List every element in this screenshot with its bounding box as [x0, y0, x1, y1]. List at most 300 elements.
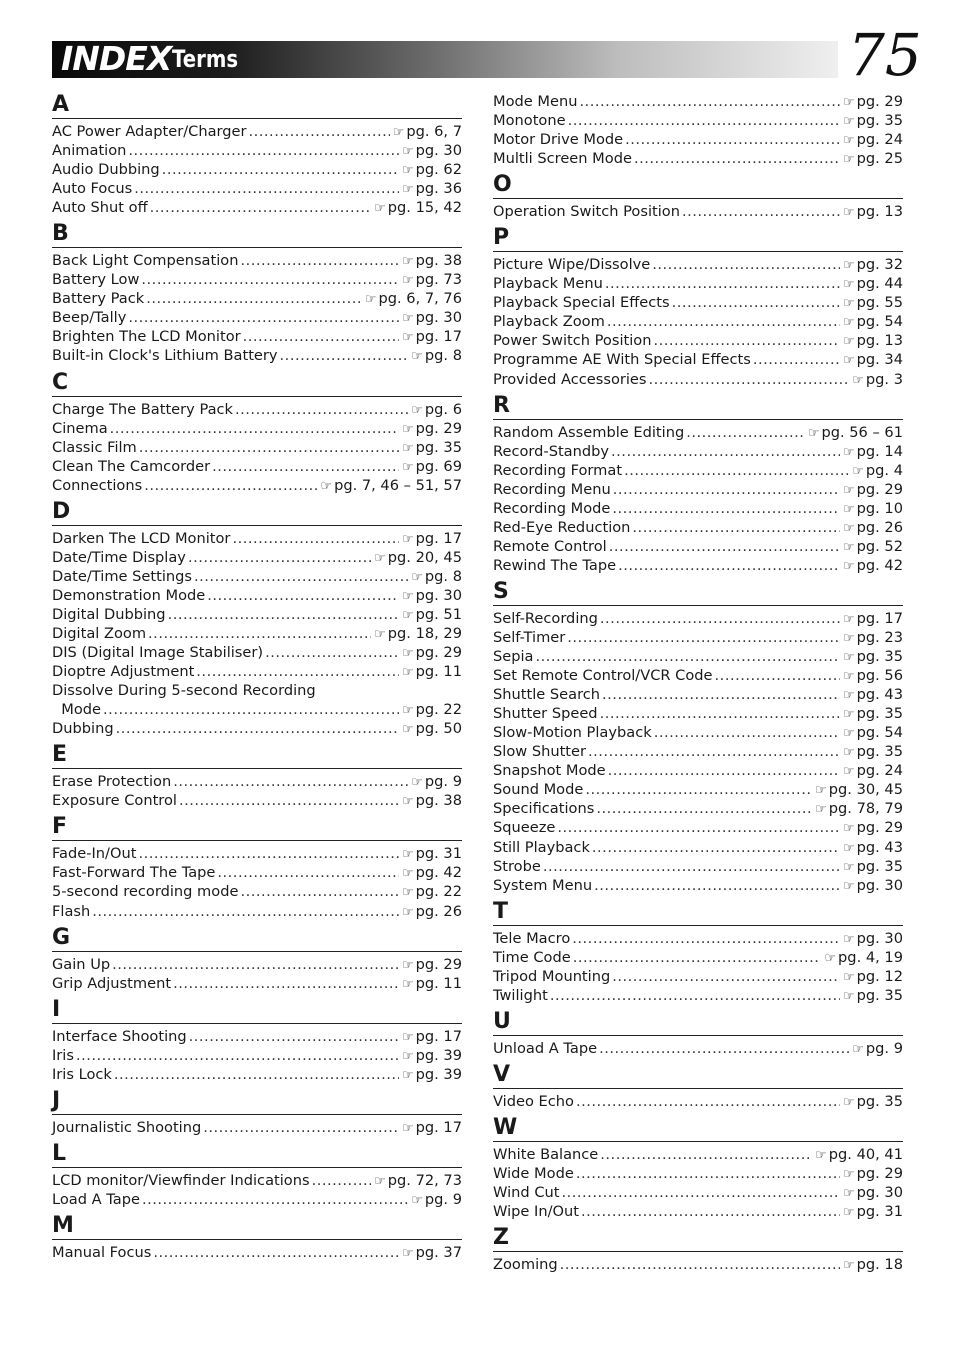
pointing-hand-icon: ☞ [842, 969, 855, 985]
pointing-hand-icon: ☞ [842, 315, 855, 331]
pointing-hand-icon: ☞ [401, 273, 414, 289]
index-entry-term: Strobe [493, 857, 541, 875]
index-entry-page: pg. 29 [415, 419, 462, 437]
dot-leader [128, 141, 399, 160]
index-entry [493, 838, 903, 857]
index-entry-term: Gain Up [52, 955, 111, 973]
section-letter-heading: L [52, 1141, 462, 1168]
index-entry [52, 419, 462, 438]
index-entry-page: pg. 37 [415, 1243, 462, 1261]
index-header-banner [52, 41, 838, 78]
pointing-hand-icon: ☞ [392, 125, 405, 140]
index-entry [52, 643, 462, 662]
index-entry-term: Iris Lock [52, 1065, 112, 1083]
dot-leader [116, 719, 399, 738]
index-entry-term: Animation [52, 142, 127, 160]
section-letter-heading: V [493, 1062, 903, 1089]
pointing-hand-icon: ☞ [401, 254, 414, 270]
index-entry-term: Monotone [493, 112, 566, 130]
index-entry-term: Snapshot Mode [493, 762, 606, 780]
index-entry-term: Squeeze [493, 819, 556, 837]
index-entry-page: pg. 8 [424, 567, 462, 585]
index-entry-term: Sepia [493, 648, 534, 666]
index-entry-page: pg. 69 [415, 457, 462, 475]
index-entry-term: Wipe In/Out [493, 1203, 579, 1221]
index-entry-page: pg. 4, 19 [838, 948, 903, 966]
dot-leader [536, 647, 840, 666]
pointing-hand-icon: ☞ [842, 821, 855, 837]
index-entry-page: pg. 6 [424, 400, 462, 418]
index-entry-page: pg. 30 [856, 1184, 903, 1202]
pointing-hand-icon: ☞ [842, 707, 855, 723]
index-entry-term: Darken The LCD Monitor [52, 529, 231, 547]
index-entry [52, 902, 462, 921]
dot-leader [611, 442, 840, 461]
index-entry-page: pg. 35 [415, 438, 462, 456]
index-entry-page: pg. 29 [415, 955, 462, 973]
index-entry-page: pg. 9 [424, 1190, 462, 1208]
index-entry-page: pg. 35 [856, 1092, 903, 1110]
dot-leader [203, 1118, 399, 1137]
pointing-hand-icon: ☞ [842, 988, 855, 1004]
index-entry-term: Programme AE With Special Effects [493, 351, 751, 369]
index-entry-page: pg. 35 [856, 857, 903, 875]
index-section [493, 92, 903, 172]
pointing-hand-icon: ☞ [842, 205, 855, 221]
dot-leader [753, 350, 840, 369]
dot-leader [715, 666, 840, 685]
pointing-hand-icon: ☞ [842, 1258, 855, 1274]
dot-leader [613, 480, 840, 499]
index-entry [493, 130, 903, 149]
index-entry-page: pg. 35 [856, 743, 903, 761]
dot-leader [148, 624, 371, 643]
dot-leader [240, 882, 399, 901]
index-entry-page: pg. 32 [856, 256, 903, 274]
index-entry-page: pg. 17 [415, 328, 462, 346]
dot-leader [579, 92, 839, 111]
index-entry [493, 1145, 903, 1164]
index-entry-page: pg. 24 [856, 131, 903, 149]
dot-leader [92, 902, 399, 921]
index-entry [493, 202, 903, 221]
pointing-hand-icon: ☞ [824, 950, 837, 966]
index-entry [52, 438, 462, 457]
index-entry [52, 1065, 462, 1084]
pointing-hand-icon: ☞ [842, 558, 855, 574]
index-entry-page: pg. 30 [415, 586, 462, 604]
index-entry [493, 537, 903, 556]
dot-leader [173, 974, 399, 993]
section-letter-heading: J [52, 1088, 462, 1115]
dot-leader [581, 1202, 840, 1221]
index-entry-page: pg. 13 [856, 332, 903, 350]
pointing-hand-icon: ☞ [842, 688, 855, 704]
index-entry-page: pg. 55 [856, 294, 903, 312]
dot-leader [142, 1190, 408, 1209]
index-entry [493, 967, 903, 986]
index-entry-term: Picture Wipe/Dissolve [493, 256, 651, 274]
index-section [52, 499, 462, 743]
index-entry-page: pg. 30, 45 [828, 781, 903, 799]
pointing-hand-icon: ☞ [411, 402, 423, 418]
index-entry-page: pg. 9 [424, 773, 462, 791]
index-section [52, 1141, 462, 1213]
index-entry [52, 548, 462, 567]
index-entry [493, 331, 903, 350]
index-entry-page: pg. 72, 73 [387, 1171, 462, 1189]
dot-leader [194, 567, 408, 586]
pointing-hand-icon: ☞ [842, 444, 855, 460]
dot-leader [585, 780, 812, 799]
index-entry [493, 876, 903, 895]
dot-leader [576, 1164, 840, 1183]
dot-leader [607, 312, 840, 331]
index-entry [493, 628, 903, 647]
index-entry-term: Multli Screen Mode [493, 150, 632, 168]
dot-leader [573, 948, 822, 967]
pointing-hand-icon: ☞ [401, 1120, 414, 1136]
index-entry [493, 1183, 903, 1202]
index-entry-page: pg. 25 [856, 150, 903, 168]
index-entry [493, 370, 903, 389]
index-entry-term: Motor Drive Mode [493, 131, 624, 149]
dot-leader [632, 518, 840, 537]
pointing-hand-icon: ☞ [411, 569, 423, 585]
pointing-hand-icon: ☞ [842, 334, 855, 350]
section-letter-heading: R [493, 393, 903, 420]
pointing-hand-icon: ☞ [374, 626, 386, 642]
index-entry-term: Beep/Tally [52, 309, 127, 327]
pointing-hand-icon: ☞ [374, 1173, 386, 1189]
pointing-hand-icon: ☞ [842, 859, 855, 875]
index-entry-term: Self-Recording [493, 609, 598, 627]
index-section [493, 1009, 903, 1062]
index-entry-page: pg. 17 [415, 1118, 462, 1136]
index-entry [52, 624, 462, 643]
pointing-hand-icon: ☞ [842, 1205, 855, 1221]
pointing-hand-icon: ☞ [842, 669, 855, 685]
dot-leader [682, 202, 840, 221]
index-section [52, 1088, 462, 1141]
index-entry-page: pg. 35 [856, 112, 903, 130]
index-entry-term: Journalistic Shooting [52, 1118, 202, 1136]
index-entry [493, 780, 903, 799]
pointing-hand-icon: ☞ [401, 847, 414, 863]
index-entry-page: pg. 23 [856, 628, 903, 646]
index-entry [52, 198, 462, 217]
index-entry-term: Brighten The LCD Monitor [52, 328, 241, 346]
pointing-hand-icon: ☞ [842, 520, 855, 536]
section-letter-heading: C [52, 370, 462, 397]
index-entry-term: Dissolve During 5-second Recording [52, 682, 316, 700]
dot-leader [652, 255, 840, 274]
index-entry-term: Set Remote Control/VCR Code [493, 667, 713, 685]
section-letter-heading: U [493, 1009, 903, 1036]
index-entry [52, 251, 462, 270]
dot-leader [189, 1027, 399, 1046]
index-entry-term: Classic Film [52, 438, 137, 456]
index-entry-term: System Menu [493, 876, 593, 894]
dot-leader [600, 1145, 812, 1164]
page-number: 75 [848, 21, 922, 89]
index-entry-page: pg. 7, 46 – 51, 57 [334, 476, 462, 494]
terms-subtitle: Terms [172, 45, 239, 73]
section-letter-heading: Z [493, 1225, 903, 1252]
pointing-hand-icon: ☞ [401, 957, 414, 973]
index-entry [493, 1202, 903, 1221]
pointing-hand-icon: ☞ [842, 482, 855, 498]
left-index-column [52, 92, 462, 1266]
pointing-hand-icon: ☞ [842, 650, 855, 666]
index-entry-term: Random Assemble Editing [493, 423, 685, 441]
index-entry [52, 882, 462, 901]
index-entry [52, 289, 462, 308]
section-letter-heading: G [52, 925, 462, 952]
dot-leader [588, 742, 840, 761]
pointing-hand-icon: ☞ [842, 277, 855, 293]
pointing-hand-icon: ☞ [401, 722, 414, 738]
index-entry-term: LCD monitor/Viewfinder Indications [52, 1171, 310, 1189]
index-entry-page: pg. 42 [856, 556, 903, 574]
index-entry-term: Flash [52, 902, 91, 920]
index-entry-page: pg. 15, 42 [387, 199, 462, 217]
dot-leader [196, 662, 399, 681]
index-entry-term: Wind Cut [493, 1184, 560, 1202]
index-entry [493, 704, 903, 723]
index-entry-term: Sound Mode [493, 781, 584, 799]
pointing-hand-icon: ☞ [842, 611, 855, 627]
index-entry-page: pg. 20, 45 [387, 548, 462, 566]
index-entry-term: Slow-Motion Playback [493, 724, 652, 742]
index-entry [493, 442, 903, 461]
index-entry-term: Digital Zoom [52, 624, 147, 642]
index-entry [52, 1118, 462, 1137]
index-entry [52, 772, 462, 791]
index-entry-page: pg. 29 [856, 1164, 903, 1182]
index-entry [493, 518, 903, 537]
pointing-hand-icon: ☞ [815, 783, 827, 799]
index-entry-term: Recording Mode [493, 499, 611, 517]
index-entry-term: Auto Shut off [52, 199, 148, 217]
pointing-hand-icon: ☞ [401, 1048, 414, 1064]
section-letter-heading: T [493, 899, 903, 926]
index-entry-term: Twilight [493, 986, 548, 1004]
index-entry-page: pg. 44 [856, 275, 903, 293]
index-entry [493, 293, 903, 312]
index-entry-term: Zooming [493, 1256, 558, 1274]
pointing-hand-icon: ☞ [842, 1186, 855, 1202]
index-entry [493, 1092, 903, 1111]
index-entry-term: Remote Control [493, 537, 607, 555]
pointing-hand-icon: ☞ [401, 1067, 414, 1083]
index-entry-term: Cinema [52, 419, 108, 437]
index-entry-term: Digital Dubbing [52, 605, 166, 623]
index-entry [493, 1255, 903, 1274]
index-entry-page: pg. 22 [415, 701, 462, 719]
index-entry [52, 400, 462, 419]
index-entry [493, 556, 903, 575]
dot-leader [179, 791, 399, 810]
index-section [493, 899, 903, 1009]
index-entry-term: Shuttle Search [493, 686, 601, 704]
dot-leader [232, 529, 399, 548]
index-entry-page: pg. 24 [856, 762, 903, 780]
index-entry-term: Date/Time Display [52, 548, 186, 566]
index-entry-term: Specifications [493, 800, 595, 818]
index-entry-page: pg. 11 [415, 663, 462, 681]
index-entry-term: Fade-In/Out [52, 845, 137, 863]
index-entry-page: pg. 29 [415, 644, 462, 662]
index-entry-page: pg. 56 [856, 667, 903, 685]
pointing-hand-icon: ☞ [411, 349, 423, 365]
index-section [52, 814, 462, 924]
pointing-hand-icon: ☞ [842, 296, 855, 312]
pointing-hand-icon: ☞ [842, 878, 855, 894]
section-letter-heading: B [52, 221, 462, 248]
index-entry [52, 791, 462, 810]
pointing-hand-icon: ☞ [807, 425, 820, 441]
section-letter-heading: O [493, 172, 903, 199]
index-entry-page: pg. 10 [856, 499, 903, 517]
index-entry [493, 609, 903, 628]
dot-leader [150, 198, 371, 217]
dot-leader [625, 130, 840, 149]
dot-leader [634, 149, 840, 168]
index-entry-page: pg. 30 [415, 309, 462, 327]
index-entry-term: Wide Mode [493, 1164, 574, 1182]
index-entry-term: Interface Shooting [52, 1027, 187, 1045]
index-section [493, 1225, 903, 1278]
index-entry-page: pg. 36 [415, 180, 462, 198]
pointing-hand-icon: ☞ [374, 550, 386, 566]
dot-leader [280, 346, 409, 365]
index-entry [52, 122, 462, 141]
dot-leader [249, 122, 390, 141]
right-index-column [493, 92, 903, 1278]
index-entry-term: DIS (Digital Image Stabiliser) [52, 644, 264, 662]
index-entry-page: pg. 34 [856, 351, 903, 369]
pointing-hand-icon: ☞ [401, 440, 414, 456]
dot-leader [550, 986, 840, 1005]
index-entry [493, 647, 903, 666]
index-entry-term: Operation Switch Position [493, 203, 680, 221]
index-entry-term: Auto Focus [52, 180, 133, 198]
pointing-hand-icon: ☞ [401, 904, 414, 920]
index-entry-term: Connections [52, 476, 143, 494]
pointing-hand-icon: ☞ [401, 976, 414, 992]
pointing-hand-icon: ☞ [401, 421, 414, 437]
index-entry-term: Back Light Compensation [52, 252, 239, 270]
index-section [52, 997, 462, 1088]
index-section [493, 1062, 903, 1115]
index-entry-page: pg. 38 [415, 252, 462, 270]
pointing-hand-icon: ☞ [842, 1094, 855, 1110]
index-entry-term: Date/Time Settings [52, 567, 193, 585]
dot-leader [235, 400, 408, 419]
dot-leader [114, 1065, 399, 1084]
index-section [52, 1213, 462, 1266]
pointing-hand-icon: ☞ [401, 1029, 414, 1045]
index-section [493, 393, 903, 579]
index-entry [52, 700, 462, 719]
index-entry [52, 529, 462, 548]
index-entry [52, 141, 462, 160]
dot-leader [144, 476, 317, 495]
index-entry [52, 1243, 462, 1262]
index-entry-page: pg. 51 [415, 605, 462, 623]
section-letter-heading: P [493, 225, 903, 252]
dot-leader [128, 308, 399, 327]
index-entry-term: Battery Low [52, 271, 140, 289]
pointing-hand-icon: ☞ [842, 133, 855, 149]
pointing-hand-icon: ☞ [401, 665, 414, 681]
index-entry-term: Provided Accessories [493, 370, 647, 388]
index-entry [493, 255, 903, 274]
dot-leader [217, 863, 399, 882]
pointing-hand-icon: ☞ [815, 1147, 827, 1163]
index-entry-term: Red-Eye Reduction [493, 518, 631, 536]
dot-leader [212, 457, 399, 476]
index-section [52, 92, 462, 221]
dot-leader [600, 704, 840, 723]
index-entry-page: pg. 39 [415, 1065, 462, 1083]
pointing-hand-icon: ☞ [401, 885, 414, 901]
pointing-hand-icon: ☞ [852, 372, 864, 388]
index-entry [493, 929, 903, 948]
index-entry-page: pg. 52 [856, 537, 903, 555]
dot-leader [265, 643, 399, 662]
dot-leader [602, 685, 840, 704]
dot-leader [612, 967, 840, 986]
index-entry-page: pg. 29 [856, 93, 903, 110]
index-entry-page: pg. 6, 7 [406, 123, 462, 140]
index-entry-page: pg. 42 [415, 864, 462, 882]
dot-leader [188, 548, 371, 567]
pointing-hand-icon: ☞ [364, 292, 377, 308]
index-entry-term: Playback Menu [493, 275, 603, 293]
index-entry-page: pg. 30 [856, 876, 903, 894]
dot-leader [653, 331, 839, 350]
index-entry-page: pg. 54 [856, 313, 903, 331]
pointing-hand-icon: ☞ [401, 588, 414, 604]
pointing-hand-icon: ☞ [842, 630, 855, 646]
index-entry-page: pg. 56 – 61 [821, 423, 903, 441]
index-entry-page: pg. 9 [865, 1039, 903, 1057]
index-entry [52, 974, 462, 993]
pointing-hand-icon: ☞ [401, 866, 414, 882]
dot-leader [560, 1255, 840, 1274]
index-entry-term: Slow Shutter [493, 743, 587, 761]
index-entry-page: pg. 22 [415, 883, 462, 901]
index-entry [493, 274, 903, 293]
index-entry-term: Still Playback [493, 838, 590, 856]
index-entry [493, 1039, 903, 1058]
index-entry-page: pg. 35 [856, 705, 903, 723]
dot-leader [312, 1171, 372, 1190]
dot-leader [624, 461, 849, 480]
section-letter-heading: S [493, 579, 903, 606]
index-section [52, 925, 462, 997]
dot-leader [672, 293, 840, 312]
dot-leader [612, 499, 840, 518]
index-entry-page: pg. 30 [856, 929, 903, 947]
pointing-hand-icon: ☞ [842, 258, 855, 274]
section-letter-heading: D [52, 499, 462, 526]
index-entry [52, 476, 462, 495]
index-entry-page: pg. 13 [856, 203, 903, 221]
dot-leader [567, 628, 840, 647]
